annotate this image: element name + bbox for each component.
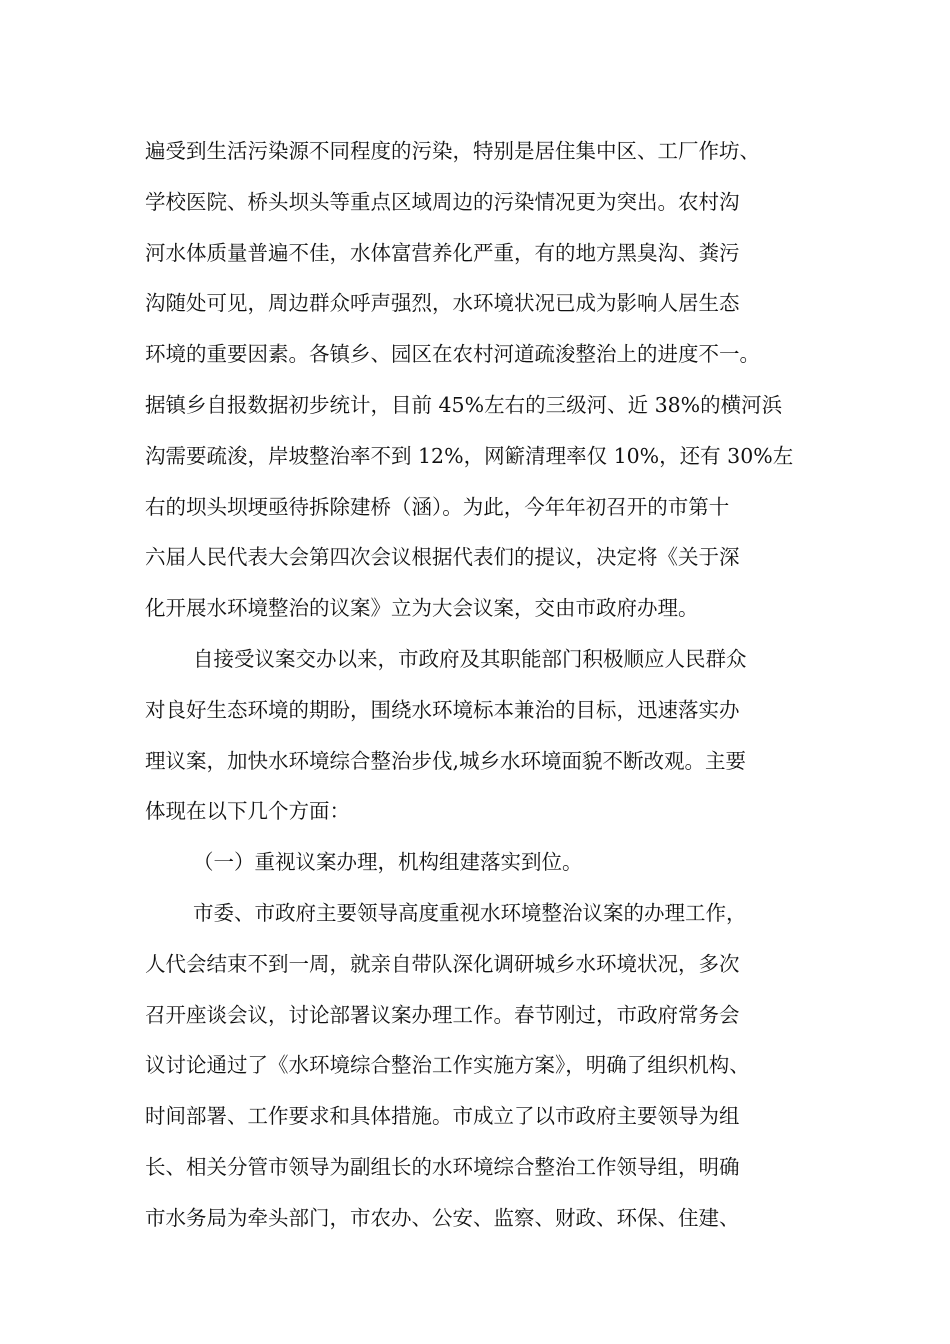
text-line: 化开展水环境整治的议案》立为大会议案，交由市政府办理。: [145, 596, 699, 621]
text-line: 学校医院、桥头坝头等重点区域周边的污染情况更为突出。农村沟: [145, 189, 740, 214]
text-line: 时间部署、工作要求和具体措施。市成立了以市政府主要领导为组: [145, 1104, 740, 1129]
text-line: 市水务局为牵头部门，市农办、公安、监察、财政、环保、住建、: [145, 1205, 740, 1230]
text-line: 体现在以下几个方面：: [145, 799, 350, 824]
text-line: 遍受到生活污染源不同程度的污染，特别是居住集中区、工厂作坊、: [145, 139, 760, 163]
text-line: 沟需要疏浚，岸坡整治率不到 12%，网簖清理率仅 10%，还有 30%左: [145, 443, 794, 468]
text-line: 召开座谈会议，讨论部署议案办理工作。春节刚过，市政府常务会: [145, 1002, 740, 1027]
paragraph-start-line: 自接受议案交办以来，市政府及其职能部门积极顺应人民群众: [193, 646, 747, 671]
text-line: 据镇乡自报数据初步统计，目前 45%左右的三级河、近 38%的横河浜: [145, 392, 783, 417]
text-line: 环境的重要因素。各镇乡、园区在农村河道疏浚整治上的进度不一。: [145, 342, 760, 367]
text-line: 沟随处可见，周边群众呼声强烈，水环境状况已成为影响人居生态: [145, 291, 740, 316]
paragraph-start-line: 市委、市政府主要领导高度重视水环境整治议案的办理工作，: [193, 900, 747, 925]
text-line: 河水体质量普遍不佳，水体富营养化严重，有的地方黑臭沟、粪污: [145, 240, 740, 265]
text-line: 议讨论通过了《水环境综合整治工作实施方案》，明确了组织机构、: [145, 1053, 750, 1078]
text-line: 右的坝头坝埂亟待拆除建桥（涵）。为此，今年年初召开的市第十: [145, 494, 730, 519]
text-line: 人代会结束不到一周，就亲自带队深化调研城乡水环境状况，多次: [145, 951, 740, 976]
text-line: 长、相关分管市领导为副组长的水环境综合整治工作领导组，明确: [145, 1154, 740, 1179]
body-text: [145, 126, 815, 1244]
text-line: 对良好生态环境的期盼，围绕水环境标本兼治的目标，迅速落实办: [145, 697, 740, 722]
text-line: 六届人民代表大会第四次会议根据代表们的提议，决定将《关于深: [145, 545, 740, 570]
section-heading: （一）重视议案办理，机构组建落实到位。: [193, 850, 583, 875]
text-line: 理议案，加快水环境综合整治步伐,城乡水环境面貌不断改观。主要: [145, 748, 747, 773]
